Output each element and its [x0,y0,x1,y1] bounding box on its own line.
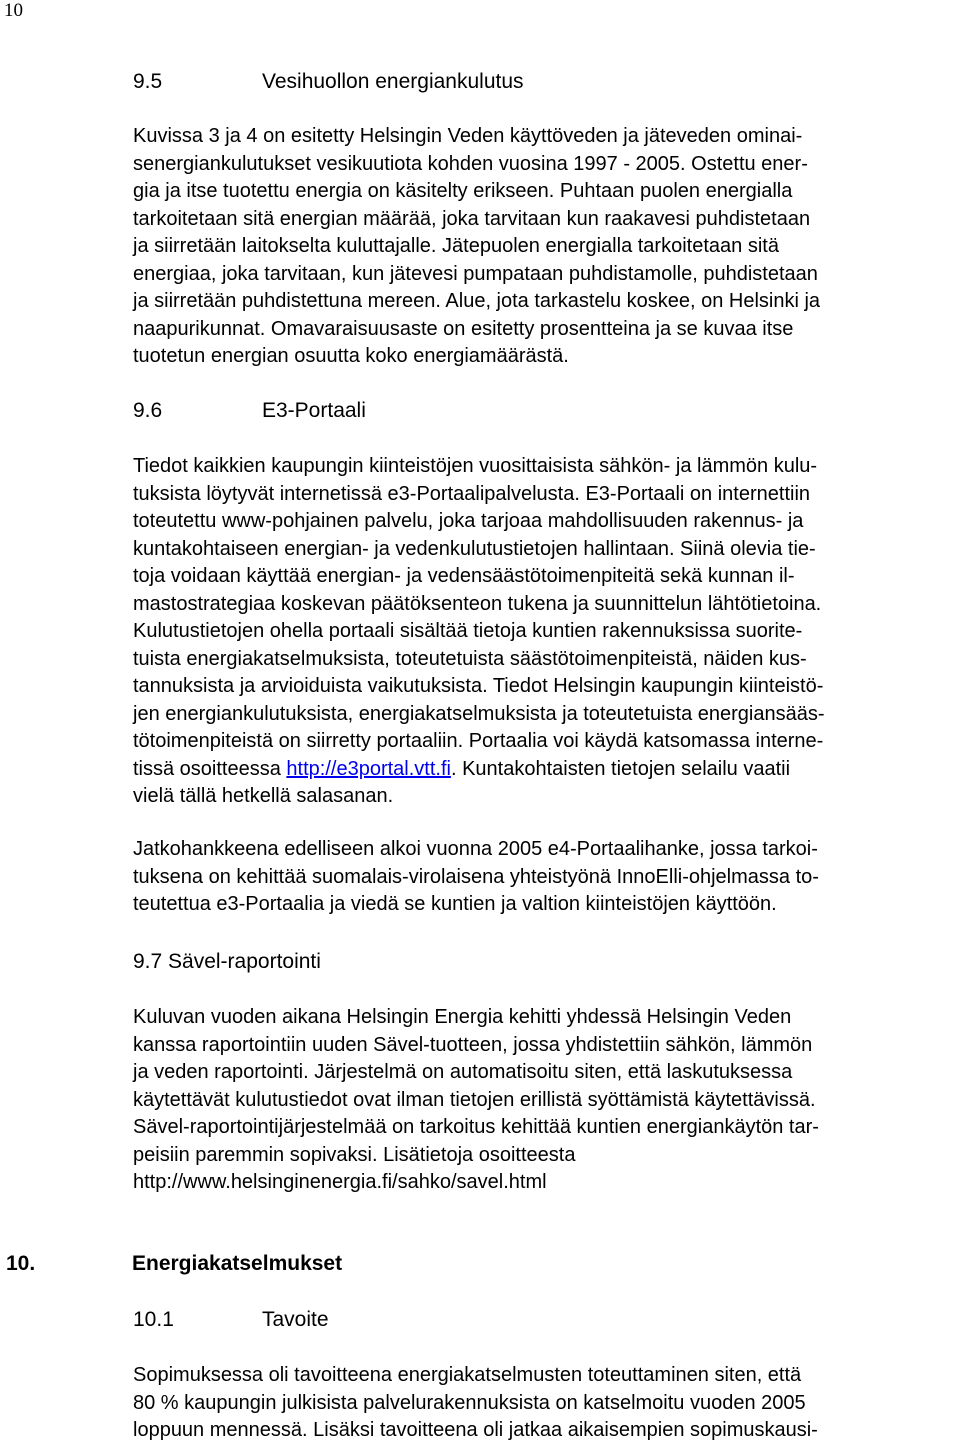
chapter-heading-10 [6,1250,342,1278]
section-number: 9.6 [133,399,163,422]
text-line: ja veden raportointi. Järjestelmä on automatisoitu siten, että laskutuksessa [133,1061,793,1083]
chapter-title: Energiakatselmukset [132,1252,343,1275]
text-line: Tiedot kaikkien kaupungin kiinteistöjen vuosittaisista sähkön- ja lämmön kulu- [133,455,818,477]
text-line: Kuvissa 3 ja 4 on esitetty Helsingin Veden käyttöveden ja jäteveden ominai- [133,125,803,147]
paragraph-10-1 [133,1362,953,1445]
section-title: Vesihuollon energiankulutus [262,70,524,93]
text-line: 80 % kaupungin julkisista palvelurakennuksista on katselmoitu vuoden 2005 [133,1391,806,1414]
text-line: ja siirretään laitokselta kuluttajalle. Jätepuolen energialla tarkoitetaan sitä [133,235,779,257]
section-heading-10-1 [133,1306,329,1334]
section-title: E3-Portaali [262,399,366,422]
link-prefix: tissä osoitteessa [133,757,287,780]
text-line: kanssa raportointiin uuden Sävel-tuotteen, jossa yhdistettiin sähkön, lämmön [133,1033,813,1056]
text-line: toteutettu www-pohjainen palvelu, joka tarjoaa mahdollisuuden rakennus- ja [133,510,804,532]
text-line: Jatkohankkeena edelliseen alkoi vuonna 2005 e4-Portaalihanke, jossa tarkoi- [133,838,818,860]
paragraph-9-6-1 [133,453,953,811]
text-line: tannuksista ja arvioiduista vaikutuksista. Tiedot Helsingin kaupungin kiinteistö- [133,675,824,697]
text-line: tuista energiakatselmuksista, toteutetuista säästötoimenpiteistä, näiden kus- [133,647,807,670]
section-heading-9-7: 9.7 Sävel-raportointi [133,950,321,973]
paragraph-9-5 [133,123,953,371]
text-line: loppuun mennessä. Lisäksi tavoitteena oli jatkaa aikaisempien sopimuskausi- [133,1419,818,1441]
section-number: 10.1 [133,1308,174,1331]
text-line: tuotetun energian osuutta koko energiamäärästä. [133,345,569,367]
text-line: Sopimuksessa oli tavoitteena energiakatselmusten toteuttaminen siten, että [133,1364,802,1386]
text-line: jen energiankulutuksista, energiakatselmuksista ja toteutetuista energiansääs- [133,702,825,725]
text-line: Sävel-raportointijärjestelmää on tarkoitus kehittää kuntien energiankäytön tar- [133,1116,819,1138]
paragraph-9-6-2 [133,836,953,919]
text-line: gia ja itse tuotettu energia on käsitelty erikseen. Puhtaan puolen energialla [133,180,793,202]
section-title: Tavoite [262,1308,329,1331]
text-line: naapurikunnat. Omavaraisuusaste on esitetty prosentteina ja se kuvaa itse [133,317,794,340]
section-heading-9-5 [133,68,524,96]
text-line: tarkoitetaan sitä energian määrää, joka tarvitaan kun raakavesi puhdistetaan [133,207,811,230]
text-line: teutettua e3-Portaalia ja viedä se kuntien ja valtion kiinteistöjen käyttöön. [133,893,777,915]
chapter-number: 10. [6,1252,36,1275]
text-line: toja voidaan käyttää energian- ja vedensäästötoimenpiteitä sekä kunnan il- [133,565,795,587]
text-line: http://www.helsinginenergia.fi/sahko/savel.html [133,1171,547,1193]
link-suffix: . Kuntakohtaisten tietojen selailu vaatii [450,757,791,780]
text-line: senergiankulutukset vesikuutiota kohden vuosina 1997 - 2005. Ostettu ener- [133,152,808,175]
text-line: vielä tällä hetkellä salasanan. [133,785,394,807]
text-line: peisiin paremmin sopivaksi. Lisätietoja osoitteesta [133,1143,576,1166]
text-line: mastostrategiaa koskevan päätöksenteon tukena ja suunnittelun lähtötietoina. [133,592,822,615]
text-line: Kulutustietojen ohella portaali sisältää tietoja kuntien rakennuksissa suorite- [133,620,803,642]
text-line: kuntakohtaiseen energian- ja vedenkulutustietojen hallintaan. Siinä olevia tie- [133,537,816,560]
section-number: 9.5 [133,70,163,93]
page-number: 10 [4,0,23,21]
e3portal-link[interactable]: http://e3portal.vtt.fi [286,757,451,780]
text-line: ja siirretään puhdistettuna mereen. Alue, jota tarkastelu koskee, on Helsinki ja [133,290,821,312]
paragraph-9-7 [133,1004,953,1197]
section-heading-9-6 [133,397,366,425]
text-line: tuksista löytyvät internetissä e3-Portaalipalvelusta. E3-Portaali on internettiin [133,482,811,505]
text-line: energiaa, joka tarvitaan, kun jätevesi pumpataan puhdistamolle, puhdistetaan [133,262,818,285]
text-line: tuksena on kehittää suomalais-virolaisena yhteistyönä InnoElli-ohjelmassa to- [133,865,819,888]
text-line: käytettävät kulutustiedot ovat ilman tietojen erillistä syöttämistä käytettävissä. [133,1088,816,1111]
text-line: tötoimenpiteistä on siirretty portaaliin. Portaalia voi käydä katsomassa interne- [133,730,824,752]
text-line: Kuluvan vuoden aikana Helsingin Energia kehitti yhdessä Helsingin Veden [133,1006,792,1028]
text-line-with-link [133,756,953,784]
